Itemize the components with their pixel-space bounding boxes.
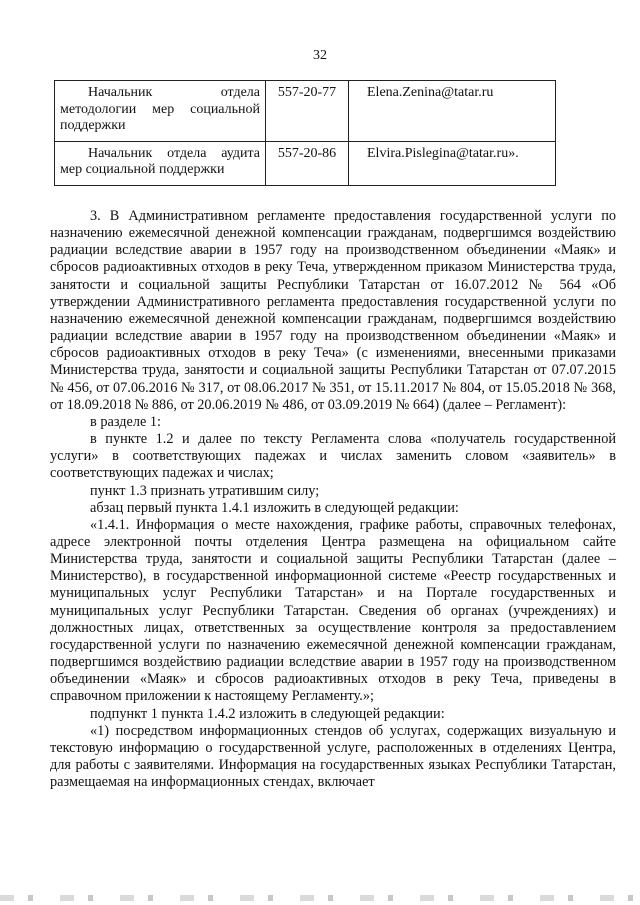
paragraph-amendment-3: 3. В Административном регламенте предоставления государственной услуги по назначению ежемесячной денежной компенсации гражданам, подвергшимся воздействию радиации вследствие аварии в 1957 году на производственном объединении «Маяк» и сбросов радиоактивных отходов в реку Теча, утвержденном приказом Министерства труда, занятости и социальной защиты Республики Татарстан от 16.07.2012 № 564 «Об утверждении Административного регламента предоставления государственной услуги по назначению ежемесячной денежной компенсации гражданам, подвергшимся воздействию радиации вследствие аварии в 1957 году на производственном объединении «Маяк» и сбросов радиоактивных отходов в реку Теча» (с изменениями, внесенными приказами Министерства труда, занятости и социальной защиты Республики Татарстан от 07.07.2015 № 456, от 07.06.2016 № 317, от 08.06.2017 № 351, от 15.11.2017 № 804, от 15.05.2018 № 368, от 18.09.2018 № 886, от 20.06.2019 № 486, от 03.09.2019 № 664) (далее – Регламент): [50, 208, 616, 413]
email-cell: Elena.Zenina@tatar.ru [349, 81, 556, 142]
position-cell [55, 141, 266, 185]
document-body [50, 208, 616, 791]
paragraph-section-1: в разделе 1: [90, 413, 162, 430]
position-text: Начальник отдела методологии мер социальной поддержки [60, 85, 260, 133]
paragraph-clause-1-3: пункт 1.3 признать утратившим силу; [90, 482, 320, 499]
position-cell [55, 81, 266, 142]
paragraph-clause-1-4-1-intro: абзац первый пункта 1.4.1 изложить в следующей редакции: [90, 499, 459, 516]
paragraph-clause-1-4-2-intro: подпункт 1 пункта 1.4.2 изложить в следующей редакции: [90, 705, 445, 722]
page-number: 32 [313, 48, 327, 63]
phone-cell: 557-20-86 [266, 141, 349, 185]
paragraph-clause-1-2: в пункте 1.2 и далее по тексту Регламента слова «получатель государственной услуги» в соответствующих падежах и числах заменить словом «заявитель» в соответствующих падежах и числах; [50, 431, 616, 482]
position-text: Начальник отдела аудита мер социальной поддержки [60, 145, 260, 177]
table-row [55, 141, 556, 185]
phone-cell: 557-20-77 [266, 81, 349, 142]
table-row [55, 81, 556, 142]
paragraph-clause-1-4-2-text: «1) посредством информационных стендов об услугах, содержащих визуальную и текстовую информацию о государственной услуге, расположенных в отделениях Центра, для работы с заявителями. Информация на государственных языках Республики Татарстан, размещаемая на информационных стендах, включает [50, 722, 616, 791]
contacts-table [54, 80, 556, 186]
scan-artifact [0, 895, 640, 901]
email-cell: Elvira.Pislegina@tatar.ru». [349, 141, 556, 185]
paragraph-clause-1-4-1-text: «1.4.1. Информация о месте нахождения, графике работы, справочных телефонах, адресе электронной почты отделения Центра размещена на официальном сайте Министерства труда, занятости и социальной защиты Республики Татарстан (далее – Министерство), в государственной информационной системе «Реестр государственных и муниципальных услуг Республики Татарстан» и на Портале государственных и муниципальных услуг Республики Татарстан. Сведения об органах (учреждениях) и должностных лицах, ответственных за осуществление контроля за предоставлением государственной услуги по назначению ежемесячной денежной компенсации гражданам, подвергшимся воздействию радиации вследствие аварии в 1957 году на производственном объединении «Маяк» и сбросов радиоактивных отходов в реку Теча, приведены в справочном приложении к настоящему Регламенту.»; [50, 516, 616, 705]
